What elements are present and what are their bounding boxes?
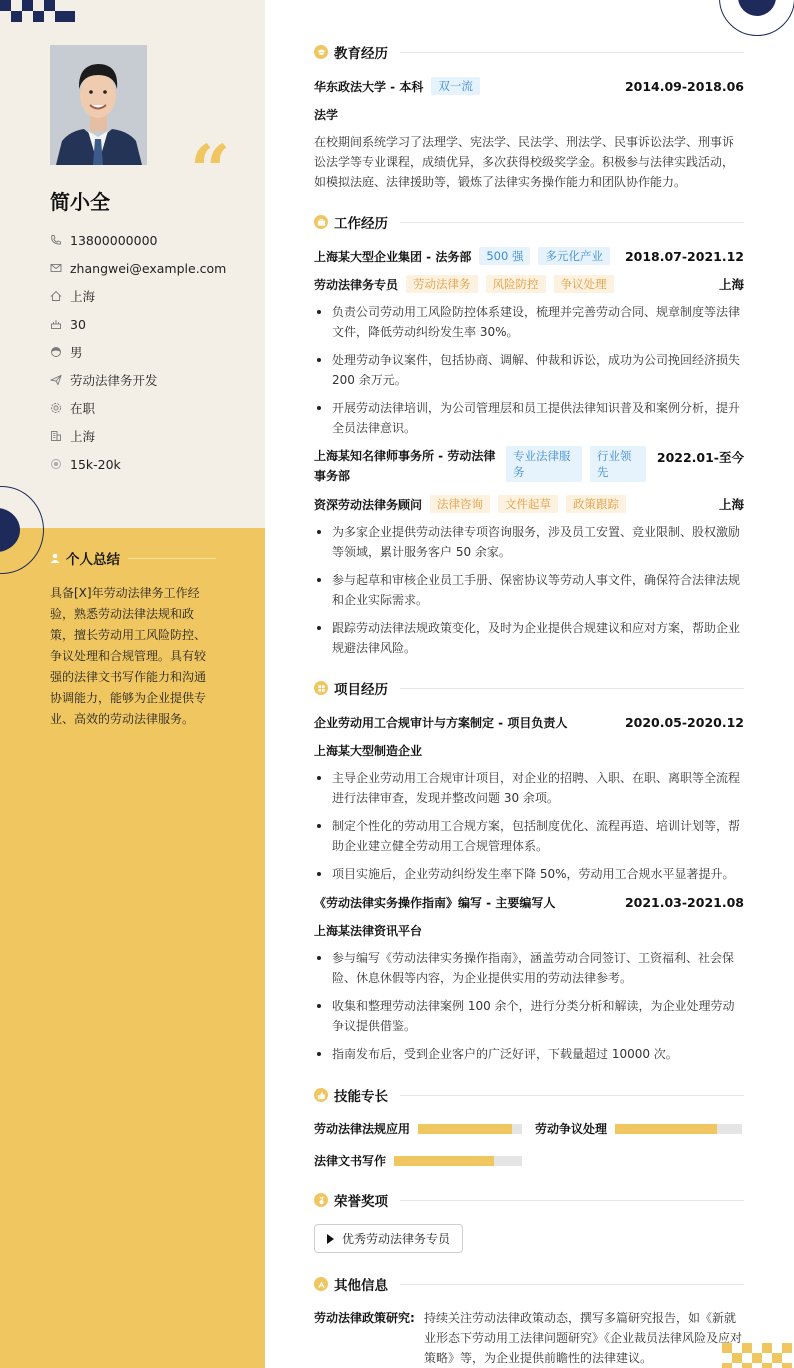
- skill-name: 劳动争议处理: [535, 1122, 608, 1136]
- job-2-company: 上海某知名律师事务所 - 劳动法律事务部: [314, 449, 496, 483]
- skills-title: 技能专长: [334, 1089, 388, 1105]
- project-1-org: 上海某大型制造企业: [314, 743, 423, 758]
- skill-bar-fill: [615, 1124, 717, 1134]
- job-2-bullets: [314, 522, 744, 666]
- school-tag: 双一流: [431, 77, 480, 95]
- profile-photo: [50, 45, 147, 165]
- job-2-role: 资深劳动法律务顾问: [314, 497, 423, 512]
- award-label: 优秀劳动法律务专员: [342, 1232, 451, 1246]
- project-1-org-row: [314, 740, 744, 760]
- section-divider: [400, 1200, 744, 1201]
- info-target-value: 劳动法律务开发: [70, 373, 158, 388]
- building-icon: [50, 430, 62, 442]
- info-salary: [50, 450, 226, 478]
- job-1-city: 上海: [718, 277, 744, 292]
- play-icon: [327, 1234, 334, 1244]
- education-desc: 在校期间系统学习了法理学、宪法学、民法学、刑法学、民事诉讼法学、刑事诉讼法学等专业课程，成绩优异，多次获得校级奖学金。积极参与法律实践活动，如模拟法庭、法律援助等，锻炼了法律实务操作能力和团队协作能力。: [314, 135, 735, 189]
- job-1-role: 劳动法律务专员: [314, 277, 399, 292]
- major: 法学: [314, 107, 339, 122]
- project-1-row: [314, 712, 744, 732]
- skill-name: 法律文书写作: [314, 1154, 387, 1168]
- other-title: 其他信息: [334, 1278, 388, 1294]
- section-divider: [400, 688, 744, 689]
- info-status-value: 在职: [70, 401, 96, 416]
- info-home-value: 上海: [70, 289, 96, 304]
- gender-icon: [50, 346, 62, 358]
- briefcase-icon: [314, 215, 328, 229]
- job-2-role-tag: 政策跟踪: [566, 495, 626, 513]
- info-city: [50, 422, 226, 450]
- job-2-role-row: [314, 494, 744, 514]
- school-name: 华东政法大学 - 本科: [314, 79, 424, 94]
- thumbs-up-icon: [314, 1088, 328, 1102]
- other-value: 持续关注劳动法律政策动态，撰写多篇研究报告，如《新就业形态下劳动用工法律问题研究》《企业裁员法律风险及应对策略》等，为企业提供前瞻性的法律建议。: [424, 1311, 743, 1365]
- letter-a-icon: [314, 1277, 328, 1291]
- skill-bar: [615, 1124, 742, 1134]
- job-2-date: 2022.01-至今: [656, 450, 744, 465]
- home-icon: [50, 290, 62, 302]
- job-1-date: 2018.07-2021.12: [624, 248, 744, 264]
- info-home: [50, 282, 226, 310]
- person-icon: [50, 553, 60, 563]
- graduation-cap-icon: [314, 45, 328, 59]
- job-2-role-tag: 文件起草: [498, 495, 558, 513]
- job-1-company-tag: 500 强: [479, 247, 530, 265]
- other-key: 劳动法律政策研究:: [314, 1311, 415, 1325]
- section-divider: [400, 1095, 744, 1096]
- education-date: 2014.09-2018.06: [624, 78, 744, 94]
- status-icon: [50, 402, 62, 414]
- summary-text: 具备[X]年劳动法律务工作经验，熟悉劳动法律法规和政策，擅长劳动用工风险防控、争议处理和合规管理。具有较强的法律文书写作能力和沟通协调能力，能够为企业提供专业、高效的劳动法律服务。: [50, 586, 207, 726]
- job-1-role-tag: 劳动法律务: [406, 275, 478, 293]
- job-2-company-row: [314, 446, 744, 486]
- education-title: 教育经历: [334, 46, 388, 62]
- work-header: [314, 212, 744, 232]
- grid-icon: [314, 681, 328, 695]
- list-item: 参与编写《劳动法律实务操作指南》，涵盖劳动合同签订、工资福利、社会保险、休息休假等内容，为企业提供实用的劳动法律参考。: [314, 948, 744, 988]
- section-divider: [400, 222, 744, 223]
- education-row: [314, 76, 744, 96]
- job-2-role-tag: 法律咨询: [430, 495, 490, 513]
- job-1-role-tag: 争议处理: [554, 275, 614, 293]
- list-item: 收集和整理劳动法律案例 100 余个，进行分类分析和解读，为企业处理劳动争议提供借鉴。: [314, 996, 744, 1036]
- work-title: 工作经历: [334, 216, 388, 232]
- info-email: [50, 254, 226, 282]
- awards-title: 荣誉奖项: [334, 1194, 388, 1210]
- projects-header: [314, 678, 744, 698]
- info-age: [50, 310, 226, 338]
- list-item: 主导企业劳动用工合规审计项目，对企业的招聘、入职、在职、离职等全流程进行法律审查，发现并整改问题 30 余项。: [314, 768, 744, 808]
- summary-title: 个人总结: [66, 552, 120, 568]
- contact-info-list: [50, 226, 226, 478]
- mail-icon: [50, 262, 62, 274]
- job-1-company-tag: 多元化产业: [538, 247, 610, 265]
- info-target: [50, 366, 226, 394]
- phone-icon: [50, 234, 62, 246]
- project-2-bullets: [314, 948, 744, 1072]
- project-1-name: 企业劳动用工合规审计与方案制定 - 项目负责人: [314, 715, 568, 730]
- project-2-row: [314, 892, 744, 912]
- project-2-date: 2021.03-2021.08: [624, 894, 744, 910]
- job-2-city: 上海: [718, 497, 744, 512]
- skill-bar: [394, 1156, 522, 1166]
- projects-title: 项目经历: [334, 682, 388, 698]
- skill-name: 劳动法律法规应用: [314, 1122, 411, 1136]
- info-phone-value: 13800000000: [70, 232, 158, 248]
- section-divider: [400, 52, 744, 53]
- list-item: 开展劳动法律培训，为公司管理层和员工提供法律知识普及和案例分析，提升全员法律意识。: [314, 398, 744, 438]
- list-item: 跟踪劳动法律法规政策变化，及时为企业提供合规建议和应对方案，帮助企业规避法律风险。: [314, 618, 744, 658]
- salary-icon: [50, 458, 62, 470]
- awards-header: [314, 1190, 744, 1210]
- other-header: [314, 1274, 744, 1294]
- info-email-value: zhangwei@example.com: [70, 260, 227, 276]
- job-1-company: 上海某大型企业集团 - 法务部: [314, 249, 472, 264]
- skills-header: [314, 1085, 744, 1105]
- section-divider: [400, 1284, 744, 1285]
- quote-mark-icon: “: [190, 129, 231, 212]
- list-item: 为多家企业提供劳动法律专项咨询服务，涉及员工安置、竞业限制、股权激励等领域，累计服务客户 50 余家。: [314, 522, 744, 562]
- job-2-company-tag: 行业领先: [590, 446, 646, 482]
- skill-item: [314, 1152, 522, 1169]
- education-header: [314, 42, 744, 62]
- other-info: [314, 1308, 744, 1368]
- project-2-org-row: [314, 920, 744, 940]
- list-item: 处理劳动争议案件，包括协商、调解、仲裁和诉讼，成功为公司挽回经济损失 200 余万元。: [314, 350, 744, 390]
- skill-item: [535, 1120, 742, 1137]
- project-2-org: 上海某法律资讯平台: [314, 923, 423, 938]
- info-status: [50, 394, 226, 422]
- job-1-role-tag: 风险防控: [486, 275, 546, 293]
- job-1-role-row: [314, 274, 744, 294]
- skill-item: [314, 1120, 522, 1137]
- job-1-company-row: [314, 246, 744, 266]
- info-age-value: 30: [70, 316, 86, 332]
- summary-divider: [128, 558, 216, 559]
- summary-header: [50, 548, 216, 568]
- list-item: 项目实施后，企业劳动纠纷发生率下降 50%，劳动用工合规水平显著提升。: [314, 864, 744, 884]
- age-icon: [50, 318, 62, 330]
- skill-bar-fill: [394, 1156, 494, 1166]
- job-2-company-tag: 专业法律服务: [506, 446, 582, 482]
- info-city-value: 上海: [70, 429, 96, 444]
- project-1-bullets: [314, 768, 744, 892]
- list-item: 参与起草和审核企业员工手册、保密协议等劳动人事文件，确保符合法律法规和企业实际需求。: [314, 570, 744, 610]
- skill-bar-fill: [418, 1124, 512, 1134]
- award-item: [314, 1224, 463, 1253]
- job-1-bullets: [314, 302, 744, 446]
- info-salary-value: 15k-20k: [70, 456, 121, 472]
- profile-name: 简小全: [50, 190, 110, 214]
- info-phone: [50, 226, 226, 254]
- checker-decoration: [0, 0, 76, 24]
- info-gender: [50, 338, 226, 366]
- info-gender-value: 男: [70, 345, 83, 360]
- list-item: 制定个性化的劳动用工合规方案，包括制度优化、流程再造、培训计划等，帮助企业建立健全劳动用工合规管理体系。: [314, 816, 744, 856]
- list-item: 负责公司劳动用工风险防控体系建设，梳理并完善劳动合同、规章制度等法律文件，降低劳动纠纷发生率 30%。: [314, 302, 744, 342]
- send-icon: [50, 374, 62, 386]
- project-1-date: 2020.05-2020.12: [624, 714, 744, 730]
- medal-icon: [314, 1193, 328, 1207]
- project-2-name: 《劳动法律实务操作指南》编写 - 主要编写人: [314, 895, 556, 910]
- list-item: 指南发布后，受到企业客户的广泛好评，下载量超过 10000 次。: [314, 1044, 744, 1064]
- major-row: [314, 104, 744, 124]
- skill-bar: [418, 1124, 522, 1134]
